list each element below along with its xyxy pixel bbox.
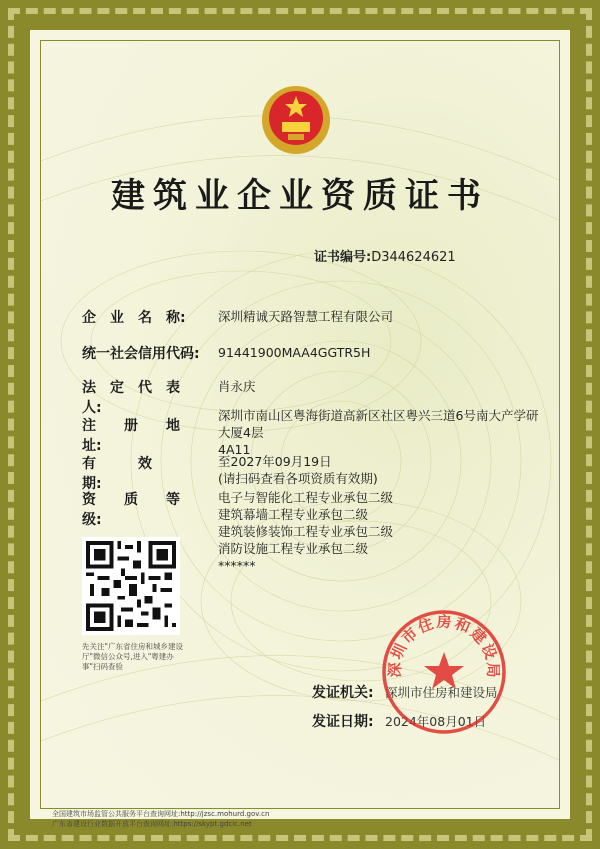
- national-emblem-icon: [258, 82, 334, 158]
- certificate-title: 建筑业企业资质证书: [111, 176, 489, 216]
- qualification-item: 电子与智能化工程专业承包二级: [218, 490, 394, 505]
- validity-value: [218, 453, 378, 487]
- company-name-label: 企 业 名 称:: [82, 310, 186, 326]
- validity-label: 有 效 期:: [82, 456, 194, 492]
- qr-code-icon[interactable]: [82, 537, 180, 635]
- footer-line-1: 全国建筑市场监管公共服务平台查询网址:http://jzsc.mohurd.gov.cn: [52, 810, 270, 818]
- issuer-label: 发证机关:: [312, 685, 374, 701]
- qualification-label: 资 质 等 级:: [82, 492, 208, 528]
- qualification-list: [218, 489, 393, 574]
- qualification-item: 消防设施工程专业承包二级: [218, 541, 369, 556]
- svg-text:深圳市住房和建设局: 深圳市住房和建设局: [385, 612, 503, 680]
- certificate-number-label: 证书编号:: [314, 250, 372, 265]
- certificate-number: [314, 246, 456, 265]
- issue-date-label: 发证日期:: [312, 714, 374, 730]
- address-line-1: 深圳市南山区粤海街道高新区社区粤兴三道6号南大产学研大厦4层: [218, 408, 539, 440]
- validity-date: 至2027年09月19日: [218, 454, 332, 469]
- issue-date-value: 2024年08月01日: [385, 714, 487, 729]
- credit-code-label: 统一社会信用代码:: [82, 346, 200, 362]
- registered-address-value: [218, 407, 548, 458]
- issuer-value: 深圳市住房和建设局: [385, 685, 498, 700]
- verification-footer: [52, 809, 269, 829]
- legal-representative-value: 肖永庆: [218, 379, 256, 394]
- qualification-item: 建筑装修装饰工程专业承包二级: [218, 524, 394, 539]
- official-seal-stamp: [380, 608, 508, 736]
- certificate-number-value: D344624621: [371, 250, 456, 265]
- validity-note: (请扫码查看各项资质有效期): [218, 471, 378, 486]
- address-line-2: 4A11: [218, 442, 251, 457]
- qualification-item: ******: [218, 558, 256, 573]
- qualification-item: 建筑幕墙工程专业承包二级: [218, 507, 369, 522]
- registered-address-label: 注 册 地 址:: [82, 418, 208, 454]
- legal-representative-label: 法 定 代 表 人:: [82, 380, 194, 416]
- company-name-value: 深圳精诚天路智慧工程有限公司: [218, 309, 394, 324]
- qr-instruction: 先关注"广东省住房和城乡建设厅"微信公众号,进入"粤建办事"扫码查验: [82, 642, 183, 671]
- credit-code-value: 91441900MAA4GGTR5H: [218, 345, 371, 360]
- footer-line-2: 广东省建设行业数据开放平台查询网址:https://skypt.gdcic.net: [52, 820, 252, 828]
